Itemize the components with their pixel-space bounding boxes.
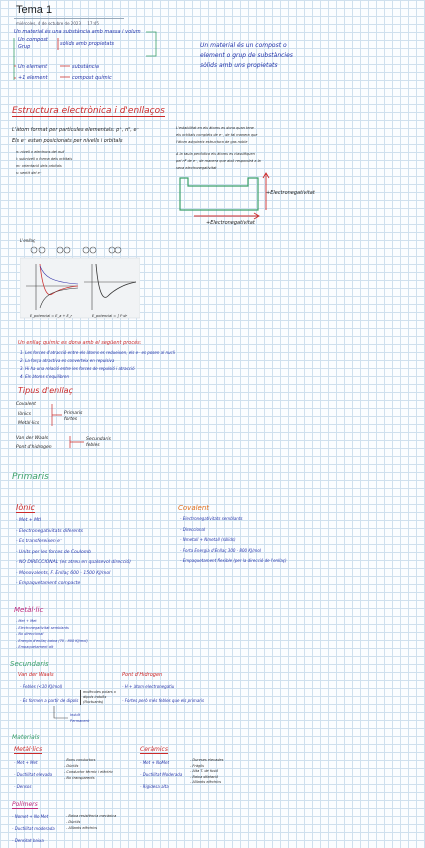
- vdw-item-0: - Febles (<10 KJ/mol): [20, 684, 63, 689]
- ceramics-prop: - Dureses elevades: [190, 758, 224, 762]
- ceramics-prop: - Aïllants elèctrics: [190, 780, 222, 784]
- ionic-item: - Met + Mtl: [16, 518, 41, 523]
- intro-compost: Un compost: [18, 37, 48, 43]
- covalent-item: - Forta Energia d'Enllaç 300 - 800 KJ/mol: [180, 547, 261, 553]
- metalls-prop: - Bons conductors: [64, 758, 96, 762]
- intro-plus-res: compost químic: [72, 75, 112, 81]
- ionic-item: - NO DIRECCIONAL (es atreu en qualsevol direcció): [16, 560, 131, 565]
- page-title: Tema 1: [16, 4, 53, 16]
- estructura-r5: pel nº de e⁻, de manera que això respondrà a la: [176, 159, 261, 163]
- tipus-pont: Pont d'hidrogen: [16, 445, 52, 450]
- estructura-l1: n: nivell o electrons del nuli: [16, 150, 65, 154]
- ceramics-item: - Ductilitat Moderada: [140, 772, 183, 777]
- polimers-prop: - Dúctils: [66, 820, 81, 824]
- metalls-prop: - No transparents: [64, 776, 95, 780]
- polimers-prop: - Aïllants elèctrics: [66, 826, 98, 830]
- tipus-primaris: Primaris fortes: [64, 411, 83, 422]
- metal-item: - Electronegativitat semblants: [16, 625, 69, 630]
- tipus-vdw: Van der Waals: [16, 436, 49, 441]
- metal-item: - No direccional: [16, 632, 44, 636]
- eq-left: E_potencial = E_a + E_r: [30, 314, 72, 318]
- estructura-l2: l: subnivell o forma dels orbitals: [16, 157, 73, 161]
- intro-props: sòlids amb propietats: [60, 41, 115, 47]
- metalls-prop: - Dúctils: [64, 764, 79, 768]
- metalls-prop: - Conductor tèrmic i elèctric: [64, 770, 113, 774]
- ceramics-item: - Rigidesa alta: [140, 784, 169, 789]
- metalls-item: - Densos: [14, 784, 32, 789]
- intro-grup: Grup: [18, 44, 31, 50]
- estructura-heading: Estructura electrònica i d'enllaços: [12, 106, 165, 116]
- dipol-permanent: Permanent: [70, 719, 90, 723]
- tipus-secundaris: Secundaris febles: [86, 437, 111, 448]
- ionic-item: - Units per les forces de Coulomb: [16, 549, 91, 555]
- polimers-heading: Polímers: [12, 801, 38, 808]
- tipus-metal: Metàl·lics: [18, 421, 40, 426]
- metalls-heading: Metàl·lics: [14, 746, 43, 753]
- primaris-heading: Primaris: [12, 472, 49, 482]
- estructura-l3: m: orientació dels orbitals: [16, 164, 62, 168]
- quimic-s3: 3. Hi ha una relació entre les forces de repulsió i atracció: [20, 366, 135, 371]
- estructura-r1: L'estabilitat en els àtoms es dona quan tene: [176, 126, 254, 130]
- intro-plus-element: +1 element: [18, 75, 48, 81]
- materials-heading: Materials: [12, 734, 40, 741]
- polimers-item: - Nomet + No Met: [12, 814, 49, 819]
- intro-element: Un element: [18, 64, 48, 70]
- covalent-item: - Empaquetament flexible (per la direcció de l'enllaç): [180, 558, 287, 563]
- estructura-l4: s: sentit del e⁻: [16, 171, 42, 175]
- right-def-1: Un material és un compost o: [200, 42, 287, 49]
- intro-arrows: [10, 28, 170, 88]
- right-def-2: element o grup de substàncies: [200, 52, 293, 59]
- covalent-heading: Covalent: [178, 504, 210, 512]
- estructura-p2: Els e⁻ estan posicionats per nivells i orbitals: [12, 138, 123, 144]
- pont-heading: Pont d'Hidrogen: [122, 672, 163, 678]
- ceramics-prop: - Alta T. de fusió: [190, 769, 219, 773]
- estructura-r2: els orbitals complets de e⁻, de tal manera que: [176, 133, 258, 137]
- ceramics-item: - Met + NoMet: [140, 760, 170, 765]
- tipus-ionic: Iònics: [18, 412, 32, 417]
- metal-heading: Metàl·lic: [14, 606, 44, 614]
- potential-energy-diagram: [20, 244, 140, 324]
- polimers-item: - Densitat baixa: [12, 838, 44, 843]
- metal-item: - Energia d'enllaç baixa (70 - 800 KJ/mol): [16, 638, 88, 643]
- pont-item-1: - Fortes però més febles que els primaris: [122, 698, 205, 703]
- quimic-s1: 1. Les forces d'atracció entre els àtoms es redueixen, els e⁻ es posen al nucli: [20, 350, 175, 355]
- intro-element-res: substància: [72, 64, 99, 70]
- metalls-item: - Ductilitat elevada: [14, 772, 53, 777]
- page-date: miércoles, 4 de octubre de 2023 17:45: [16, 21, 99, 26]
- estructura-r3: l'àtom adquireix estructura de gas noble: [176, 140, 248, 144]
- tipus-heading: Tipus d'enllaç: [18, 386, 73, 395]
- covalent-item: - Direccional: [180, 526, 206, 532]
- right-def-3: sòlids amb uns propietats: [200, 62, 278, 69]
- quimic-s2: 2. La força atractiva es converteix en repulsiva: [20, 358, 115, 363]
- ionic-heading: Iònic: [16, 503, 35, 512]
- vdw-heading: Van der Waals: [18, 672, 54, 678]
- ceramics-prop: - Fràgils: [190, 763, 204, 768]
- metal-item: - Met + Met: [16, 619, 37, 623]
- tipus-covalent: Covalent: [16, 402, 36, 407]
- metalls-item: - Met + Met: [14, 760, 38, 765]
- estructura-r6: seva electronegativitat: [176, 166, 217, 170]
- intro-line1: Un material és una substància amb massa i volum: [14, 29, 141, 35]
- ceramics-heading: Ceràmics: [140, 746, 168, 753]
- estructura-p1: L'àtom format per partícules elementals: p⁺, n⁰, e⁻: [12, 127, 140, 133]
- covalent-item: - Electronegativitats semblants: [180, 516, 243, 521]
- axis-horizontal-label: +Electronegativitat: [206, 220, 255, 226]
- estructura-r4: A la taula periòdica els àtoms es classifiquen: [176, 152, 255, 156]
- ionic-item: - Es transfereixen e⁻: [16, 539, 63, 544]
- eq-right: E_potencial = ∫ F·dr: [92, 314, 127, 318]
- pont-item-0: - H + àtom electronegatiu: [122, 684, 175, 689]
- metal-item: - Empaquetament alt: [16, 645, 54, 649]
- dipol-arrow: [50, 704, 72, 724]
- covalent-item: - Nmetall + Nmetall (sòlids): [180, 537, 236, 542]
- ionic-item: - Empaquetament compacte: [16, 581, 81, 586]
- secundaris-heading: Secundaris: [10, 660, 49, 668]
- polimers-item: - Ductilitat moderada: [12, 826, 55, 831]
- tipus-arrows: [48, 400, 88, 452]
- title-underline: [14, 18, 124, 19]
- vdw-item-1: - Es formen a partir de dipols: [20, 698, 79, 703]
- quimic-p1: Un enllaç químic es dona amb el següent procés:: [18, 340, 142, 346]
- ionic-item: - Electronegativitats diferents: [16, 528, 84, 534]
- ionic-item: - Monovalents, F. Enllaç 600 - 1500 KJ/mol: [16, 570, 111, 576]
- polimers-prop: - Baixa resistència mecànica: [66, 814, 117, 818]
- quimic-s4: 4. Els àtoms s'equilibren: [20, 374, 70, 379]
- enllac-label: L'enllaç: [20, 238, 36, 243]
- axis-vertical-label: +Electronegativitat: [266, 190, 315, 196]
- dipol-note: molècules polars o dipols induïts (fluctuants): [80, 690, 119, 705]
- ceramics-prop: - Baixa dilatació: [190, 774, 219, 779]
- dipol-induit: Induït: [70, 713, 81, 717]
